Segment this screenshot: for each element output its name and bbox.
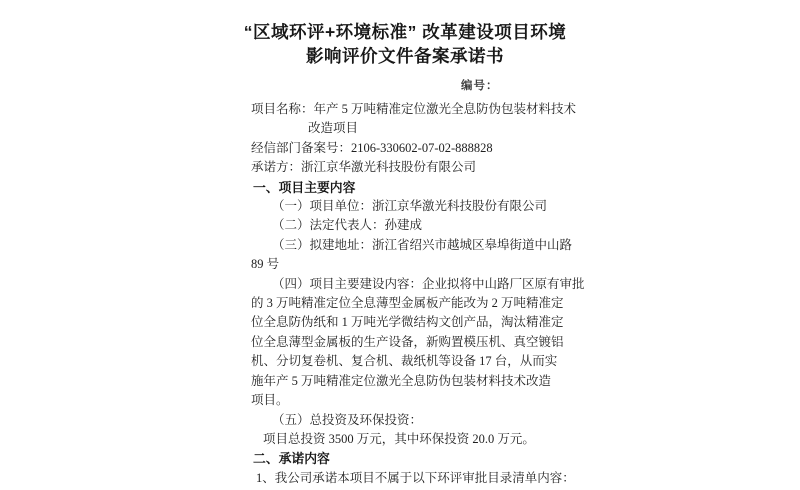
item-4-construction-content-line-4: 位全息薄型金属板的生产设备，新购置模压机、真空镀铝 [251,334,564,349]
item-3-proposed-address-line-1: （三）拟建地址：浙江省绍兴市越城区皋埠街道中山路 [272,237,573,252]
item-1-project-unit: （一）项目单位：浙江京华激光科技股份有限公司 [272,199,548,214]
commitment-clause-1: 1、我公司承诺本项目不属于以下环评审批目录清单内容： [256,470,575,485]
item-4-construction-content-line-7: 项目。 [251,393,289,408]
field-project-name-line-1: 项目名称：年产 5 万吨精准定位激光全息防伪包装材料技术 [251,102,577,116]
item-4-construction-content-line-6: 施年产 5 万吨精准定位激光全息防伪包装材料技术改造 [251,373,552,388]
document-title [3,20,800,68]
title-line-1: “区域环评+环境标准” 改革建设项目环境 [243,22,567,42]
item-5-investment-heading: （五）总投资及环保投资： [272,412,423,427]
section-1-heading: 一、项目主要内容 [253,179,356,195]
item-4-construction-content-line-5: 机、分切复卷机、复合机、裁纸机等设备 17 台，从而实 [251,354,558,369]
item-2-legal-representative: （二）法定代表人：孙建成 [272,218,423,233]
item-4-construction-content-line-1: （四）项目主要建设内容：企业拟将中山路厂区原有审批 [272,276,585,291]
field-promisor: 承诺方：浙江京华激光科技股份有限公司 [251,160,477,175]
field-edi-filing-number: 经信部门备案号：2106-330602-07-02-888828 [251,140,493,155]
field-project-name-line-2: 改造项目 [308,121,359,136]
item-4-construction-content-line-2: 的 3 万吨精准定位全息薄型金属板产能改为 2 万吨精准定 [251,296,564,311]
document-body [251,100,585,488]
section-2-heading: 二、承诺内容 [253,451,330,467]
item-3-proposed-address-line-2: 89 号 [251,257,280,272]
serial-number-label: 编号： [461,80,499,92]
item-5-investment-detail: 项目总投资 3500 万元，其中环保投资 20.0 万元。 [263,431,535,446]
title-line-2: 影响评价文件备案承诺书 [306,46,504,66]
item-4-construction-content-line-3: 位全息防伪纸和 1 万吨光学微结构文创产品，淘汰精准定 [251,315,564,330]
